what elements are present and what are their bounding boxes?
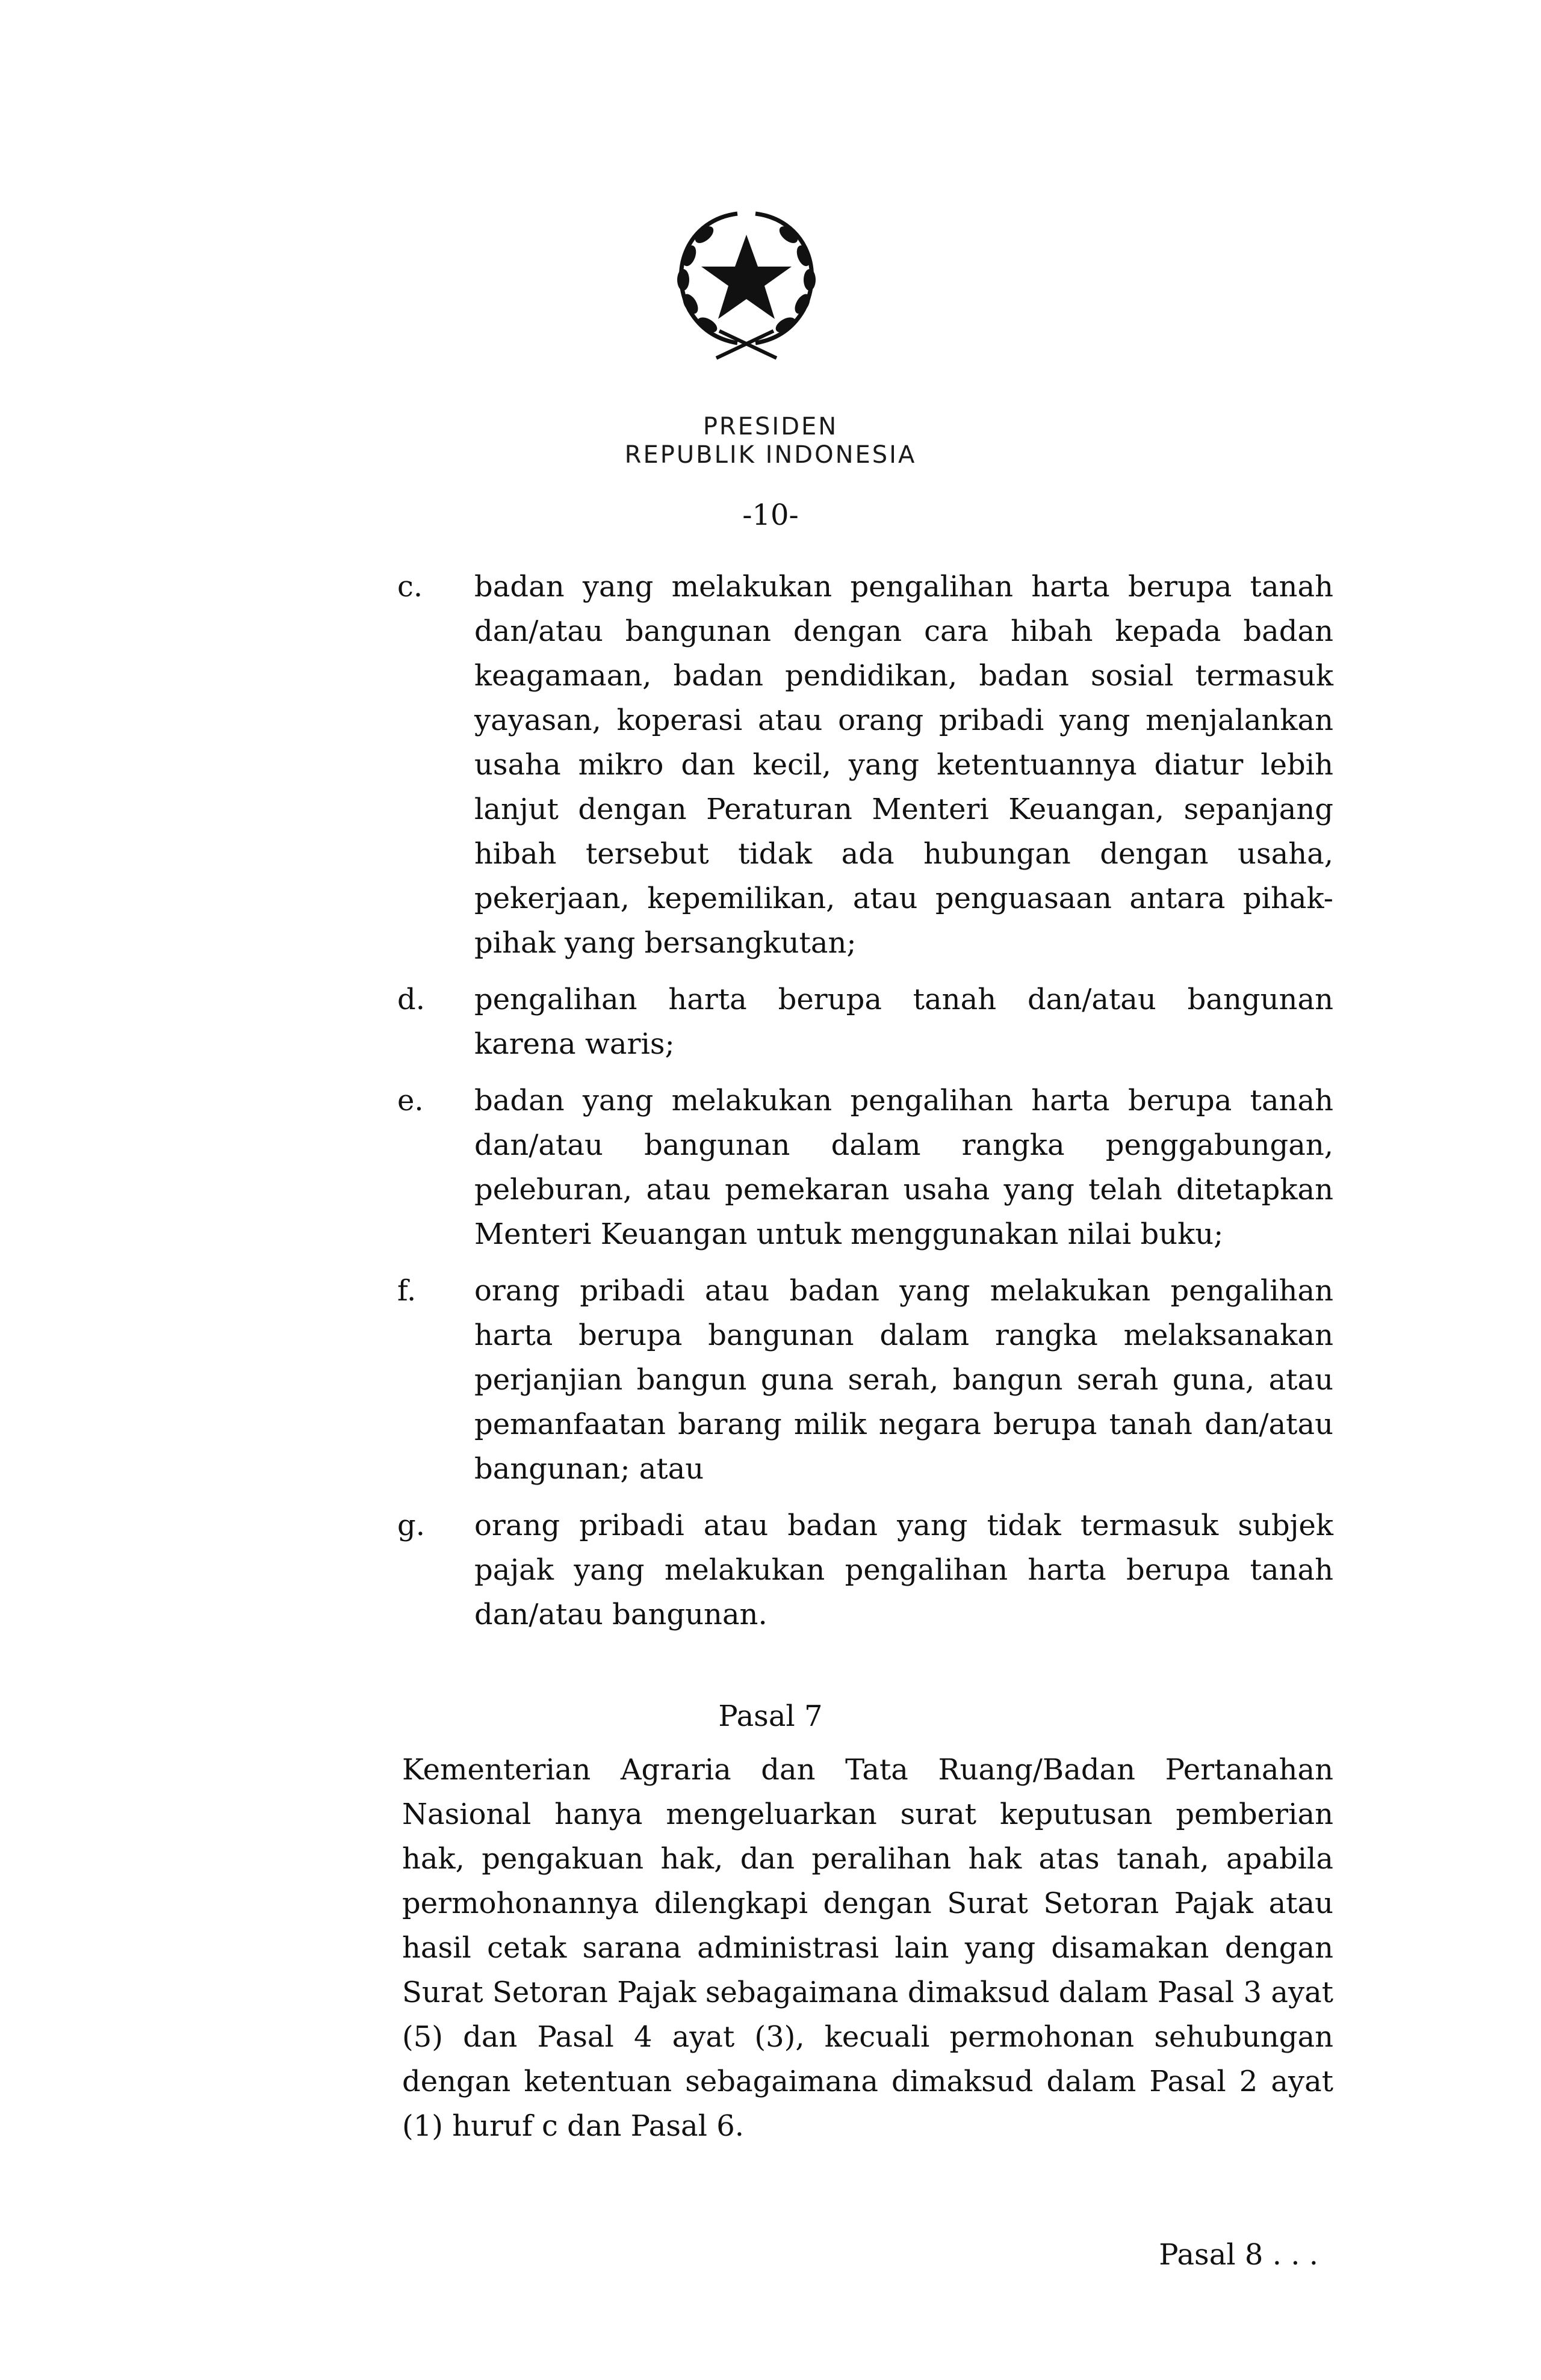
garuda-emblem-icon <box>647 178 846 376</box>
list-item-d <box>397 977 1333 1066</box>
item-letter: e. <box>397 1084 424 1117</box>
item-text: badan yang melakukan pengalihan harta berupa tanah dan/atau bangunan dalam rangka penggabungan, peleburan, atau pemekaran usaha yang telah ditetapkan Menteri Keuangan untuk menggunakan nilai buku; <box>474 1084 1333 1251</box>
item-text: orang pribadi atau badan yang tidak termasuk subjek pajak yang melakukan pengalihan harta berupa tanah dan/atau bangunan. <box>474 1509 1333 1631</box>
section-body-pasal-7: Kementerian Agraria dan Tata Ruang/Badan Pertanahan Nasional hanya mengeluarkan surat keputusan pemberian hak, pengakuan hak, dan peralihan hak atas tanah, apabila permohonannya dilengkapi dengan Surat Setoran Pajak atau hasil cetak sarana administrasi lain yang disamakan dengan Surat Setoran Pajak sebagaimana dimaksud dalam Pasal 3 ayat (5) dan Pasal 4 ayat (3), kecuali permohonan sehubungan dengan ketentuan sebagaimana dimaksud dalam Pasal 2 ayat (1) huruf c dan Pasal 6. <box>402 1753 1333 2143</box>
item-list <box>397 564 1333 1649</box>
list-item-e <box>397 1078 1333 1256</box>
list-item-g <box>397 1503 1333 1637</box>
header-presiden: PRESIDEN <box>702 413 839 440</box>
item-letter: c. <box>397 570 423 604</box>
page-number: -10- <box>742 498 799 532</box>
item-letter: g. <box>397 1509 425 1542</box>
header-republik-indonesia: REPUBLIK INDONESIA <box>624 441 917 469</box>
item-letter: f. <box>397 1274 417 1308</box>
item-text: badan yang melakukan pengalihan harta berupa tanah dan/atau bangunan dengan cara hibah kepada badan keagamaan, badan pendidikan, badan sosial termasuk yayasan, koperasi atau orang pribadi yang menjalankan usaha mikro dan kecil, yang ketentuannya diatur lebih lanjut dengan Peraturan Menteri Keuangan, sepanjang hibah tersebut tidak ada hubungan dengan usaha, pekerjaan, kepemilikan, atau penguasaan antara pihak-pihak yang bersangkutan; <box>474 570 1333 960</box>
list-item-c <box>397 564 1333 965</box>
list-item-f <box>397 1269 1333 1491</box>
next-page-reference: Pasal 8 . . . <box>1159 2238 1318 2272</box>
item-text: pengalihan harta berupa tanah dan/atau bangunan karena waris; <box>474 983 1333 1061</box>
item-letter: d. <box>397 983 425 1016</box>
section-title-pasal-7: Pasal 7 <box>718 1699 823 1733</box>
item-text: orang pribadi atau badan yang melakukan pengalihan harta berupa bangunan dalam rangka melaksanakan perjanjian bangun guna serah, bangun serah guna, atau pemanfaatan barang milik negara berupa tanah dan/atau bangunan; atau <box>474 1274 1333 1486</box>
